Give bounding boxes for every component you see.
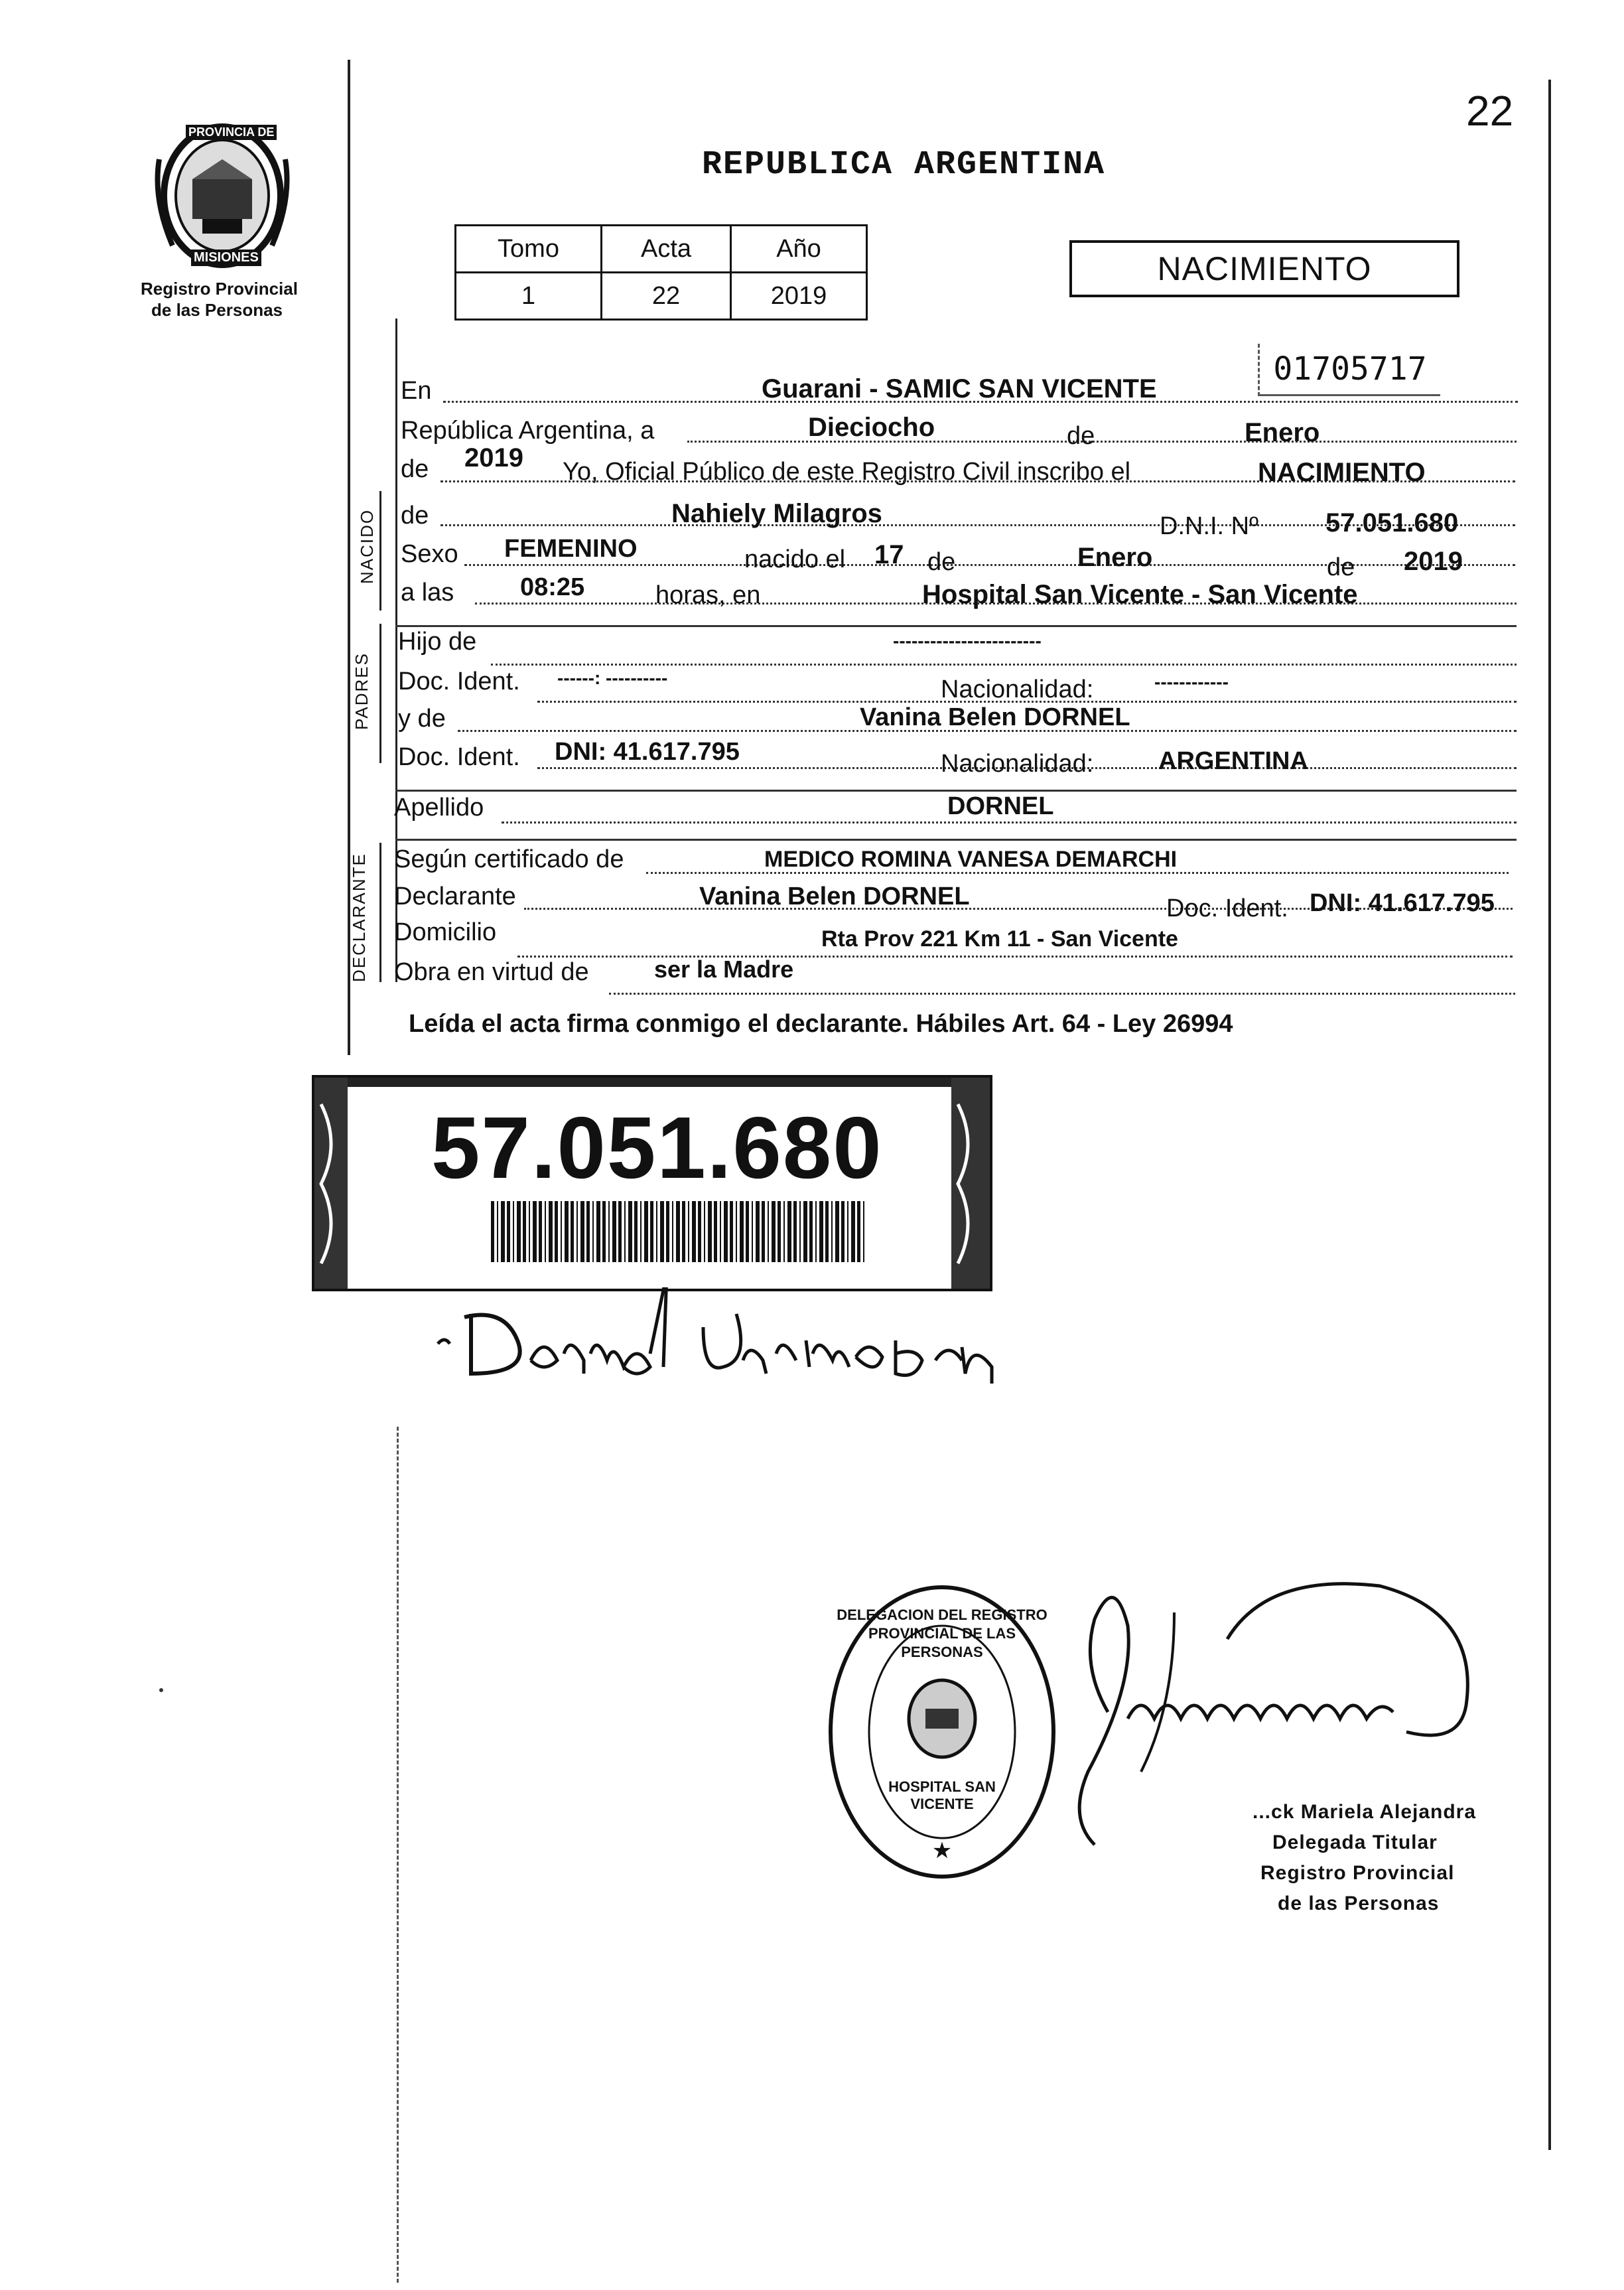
margin-dot bbox=[159, 1688, 163, 1692]
de5-label: de bbox=[1327, 553, 1355, 581]
republica-label: República Argentina, a bbox=[401, 417, 655, 445]
nacionalidad1-value: ------------ bbox=[1154, 672, 1229, 692]
day-words: Dieciocho bbox=[808, 413, 935, 442]
record-table bbox=[454, 224, 868, 321]
hijo-de-label: Hijo de bbox=[398, 628, 477, 656]
record-type-box bbox=[1069, 240, 1459, 297]
inscribo-value: NACIMIENTO bbox=[1258, 458, 1426, 487]
side-label-nacido: NACIDO bbox=[357, 508, 377, 584]
declarant-signature bbox=[431, 1287, 1015, 1403]
seal-text-top: PROVINCIA DE bbox=[186, 125, 277, 140]
mother-name: Vanina Belen DORNEL bbox=[860, 703, 1130, 731]
a-las-label: a las bbox=[401, 579, 454, 607]
de4-label: de bbox=[927, 548, 956, 576]
seal-text-bottom: MISIONES bbox=[191, 250, 261, 266]
nacido-bracket bbox=[379, 491, 381, 610]
y-de-label: y de bbox=[398, 705, 446, 733]
de3-label: de bbox=[401, 502, 429, 530]
birth-year: 2019 bbox=[1404, 547, 1463, 576]
birth-day: 17 bbox=[874, 540, 904, 569]
de1-label: de bbox=[1067, 422, 1095, 450]
child-name: Nahiely Milagros bbox=[671, 499, 882, 528]
horas-en-label: horas, en bbox=[655, 581, 761, 609]
record-table-header: Año bbox=[731, 226, 867, 273]
sexo-dots bbox=[464, 564, 1515, 566]
dni-value: 57.051.680 bbox=[1325, 508, 1459, 537]
obra-dots bbox=[609, 993, 1515, 995]
side-label-padres: PADRES bbox=[352, 652, 372, 730]
declarante-doc-label: Doc. Ident. bbox=[1166, 895, 1288, 922]
inscribo-text: Yo, Oficial Público de este Registro Civil inscribo el bbox=[563, 458, 1131, 486]
record-table-header: Acta bbox=[602, 226, 731, 273]
doc-ident2-value: DNI: 41.617.795 bbox=[555, 738, 740, 766]
birth-time: 08:25 bbox=[520, 573, 585, 601]
obra-label: Obra en virtud de bbox=[394, 958, 589, 986]
domicilio-label: Domicilio bbox=[394, 918, 497, 946]
declarante-value: Vanina Belen DORNEL bbox=[699, 883, 970, 910]
closing-statement: Leída el acta firma conmigo el declarante. Hábiles Art. 64 - Ley 26994 bbox=[409, 1010, 1233, 1038]
declarante-doc-value: DNI: 41.617.795 bbox=[1310, 889, 1495, 917]
domicilio-value: Rta Prov 221 Km 11 - San Vicente bbox=[821, 926, 1178, 952]
provincial-seal bbox=[153, 119, 292, 272]
record-type-label: NACIMIENTO bbox=[1157, 250, 1372, 287]
record-table-header: Tomo bbox=[456, 226, 602, 273]
padres-section-rule bbox=[395, 790, 1517, 792]
left-dashed-rule bbox=[397, 1427, 399, 2283]
official-org-line1: Registro Provincial bbox=[1260, 1862, 1455, 1884]
certificado-label: Según certificado de bbox=[394, 845, 624, 873]
barcode bbox=[491, 1201, 866, 1262]
nacionalidad2-label: Nacionalidad: bbox=[941, 750, 1094, 778]
doc-ident1-label: Doc. Ident. bbox=[398, 668, 520, 695]
sexo-value: FEMENINO bbox=[504, 535, 638, 563]
declarante-bracket bbox=[379, 843, 381, 982]
nacionalidad1-label: Nacionalidad: bbox=[941, 676, 1094, 703]
page-number: 22 bbox=[1466, 87, 1514, 135]
barcode-number: 57.051.680 bbox=[431, 1099, 883, 1196]
document-title: REPUBLICA ARGENTINA bbox=[702, 146, 1106, 184]
de2-label: de bbox=[401, 455, 429, 483]
nacido-el-label: nacido el bbox=[744, 545, 846, 573]
official-name: ...ck Mariela Alejandra bbox=[1252, 1801, 1477, 1823]
svg-text:★: ★ bbox=[931, 1837, 953, 1864]
obra-value: ser la Madre bbox=[654, 956, 794, 983]
registry-name-line1: Registro Provincial bbox=[141, 279, 298, 299]
record-table-value: 2019 bbox=[731, 273, 867, 320]
month: Enero bbox=[1245, 418, 1320, 447]
declarante-label: Declarante bbox=[394, 883, 516, 910]
dni-label: D.N.I. Nº bbox=[1160, 512, 1258, 540]
hijo-de-value: ------------------------ bbox=[893, 630, 1042, 651]
doc-ident1-value: ------: ---------- bbox=[557, 668, 668, 688]
nacido-section-rule bbox=[395, 625, 1517, 627]
right-margin-rule bbox=[1548, 80, 1551, 2150]
serial-number: 01705717 bbox=[1258, 344, 1440, 396]
nacionalidad2-value: ARGENTINA bbox=[1158, 747, 1308, 775]
year: 2019 bbox=[464, 443, 523, 472]
birth-month: Enero bbox=[1077, 543, 1153, 572]
hijo-de-dots bbox=[491, 664, 1517, 666]
apellido-dots bbox=[502, 822, 1517, 823]
record-table-value: 1 bbox=[456, 273, 602, 320]
apellido-value: DORNEL bbox=[947, 792, 1054, 820]
barcode-label bbox=[312, 1075, 992, 1291]
record-table-value: 22 bbox=[602, 273, 731, 320]
apellido-label: Apellido bbox=[394, 794, 484, 822]
official-stamp bbox=[823, 1579, 1061, 1885]
side-label-declarante: DECLARANTE bbox=[349, 853, 369, 982]
doc-ident2-label: Doc. Ident. bbox=[398, 743, 520, 771]
certificado-value: MEDICO ROMINA VANESA DEMARCHI bbox=[764, 847, 1178, 872]
padres-bracket bbox=[379, 624, 381, 763]
stamp-outer-text: DELEGACION DEL REGISTRO PROVINCIAL DE LAS PERSONAS bbox=[837, 1607, 1048, 1660]
sexo-label: Sexo bbox=[401, 540, 458, 568]
registry-name-line2: de las Personas bbox=[151, 300, 283, 320]
stamp-inner-text: HOSPITAL SAN VICENTE bbox=[888, 1778, 996, 1812]
official-title: Delegada Titular bbox=[1272, 1831, 1438, 1853]
apellido-section-rule bbox=[395, 839, 1517, 841]
en-value: Guarani - SAMIC SAN VICENTE bbox=[762, 374, 1157, 403]
official-org-line2: de las Personas bbox=[1278, 1893, 1440, 1914]
en-label: En bbox=[401, 377, 432, 405]
birth-place: Hospital San Vicente - San Vicente bbox=[922, 580, 1358, 609]
